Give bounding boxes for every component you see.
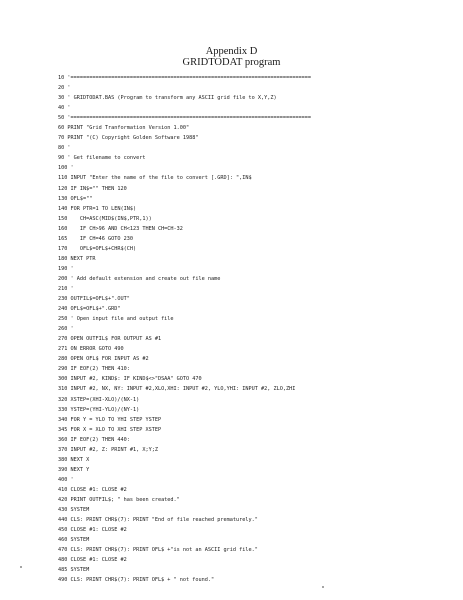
code-line: 260 ' <box>58 326 74 333</box>
code-line: 80 ' <box>58 145 71 152</box>
code-line: 470 CLS: PRINT CHR$(7): PRINT OFL$ +"is not an ASCII grid file." <box>58 547 258 554</box>
code-line: 400 ' <box>58 476 74 483</box>
code-line: 110 INPUT "Enter the name of the file to convert [.GRD]: ",IN$ <box>58 175 252 182</box>
code-listing <box>58 73 408 585</box>
code-line: 380 NEXT X <box>58 456 90 463</box>
code-line: 180 NEXT PTR <box>58 255 96 262</box>
code-line: 230 OUTFIL$=OFL$+".OUT" <box>58 296 130 303</box>
page-title: Appendix D <box>205 46 258 57</box>
code-line: 90 ' Get filename to convert <box>58 155 146 162</box>
scan-speck <box>20 566 22 568</box>
code-line: 420 PRINT OUTFIL$; " has been created." <box>58 496 180 503</box>
code-line: 160 IF CH>96 AND CH<123 THEN CH=CH-32 <box>58 225 183 232</box>
code-line: 130 OFL$="" <box>58 195 93 202</box>
code-line: 450 CLOSE #1: CLOSE #2 <box>58 527 127 534</box>
code-line: 210 ' <box>58 285 74 292</box>
code-line: 270 OPEN OUTFIL$ FOR OUTPUT AS #1 <box>58 336 162 343</box>
code-line: 240 OFL$=OFL$+".GRD" <box>58 306 121 313</box>
code-line: 485 SYSTEM <box>58 567 90 574</box>
page-subtitle: GRIDTODAT program <box>182 57 281 68</box>
code-line: 50 '============================================================================= <box>58 115 311 122</box>
code-line: 360 IF EOF(2) THEN 440: <box>58 436 130 443</box>
code-line: 100 ' <box>58 165 74 172</box>
code-line: 340 FOR Y = YLO TO YHI STEP YSTEP <box>58 416 162 423</box>
code-line: 170 OFL$=OFL$+CHR$(CH) <box>58 245 137 252</box>
code-line: 70 PRINT "(C) Copyright Golden Software 1988" <box>58 135 199 142</box>
code-line: 30 ' GRIDTODAT.BAS (Program to transform any ASCII grid file to X,Y,Z) <box>58 95 277 102</box>
code-line: 10 '============================================================================= <box>58 75 311 81</box>
code-line: 200 ' Add default extension and create out file name <box>58 275 221 282</box>
code-line: 370 INPUT #2, Z: PRINT #1, X;Y;Z <box>58 446 158 453</box>
code-line: 345 FOR X = XLO TO XHI STEP XSTEP <box>58 426 162 433</box>
code-line: 430 SYSTEM <box>58 507 90 514</box>
code-line: 390 NEXT Y <box>58 466 90 473</box>
code-line: 165 IF CH=46 GOTO 230 <box>58 235 133 242</box>
code-line: 300 INPUT #2, KIND$: IF KIND$<>"DSAA" GOTO 470 <box>58 376 202 383</box>
code-line: 480 CLOSE #1: CLOSE #2 <box>58 557 127 564</box>
code-line: 320 XSTEP=(XHI-XLO)/(NX-1) <box>58 396 140 403</box>
code-line: 460 SYSTEM <box>58 537 90 544</box>
code-line: 330 YSTEP=(YHI-YLO)/(NY-1) <box>58 406 140 413</box>
code-line: 140 FOR PTR=1 TO LEN(IN$) <box>58 205 137 212</box>
scan-speck <box>322 586 324 588</box>
code-line: 490 CLS: PRINT CHR$(7): PRINT OFL$ + " not found." <box>58 577 215 584</box>
code-line: 290 IF EOF(2) THEN 410: <box>58 366 130 373</box>
code-line: 190 ' <box>58 265 74 272</box>
code-line: 410 CLOSE #1: CLOSE #2 <box>58 486 127 493</box>
code-line: 20 ' <box>58 85 71 92</box>
code-line: 40 ' <box>58 105 71 112</box>
code-line: 280 OPEN OFL$ FOR INPUT AS #2 <box>58 356 149 363</box>
code-line: 60 PRINT "Grid Tranformation Version 1.00" <box>58 125 190 132</box>
code-line: 310 INPUT #2, NX, NY: INPUT #2,XLO,XHI: INPUT #2, YLO,YHI: INPUT #2, ZLO,ZHI <box>58 386 296 393</box>
code-line: 120 IF IN$="" THEN 120 <box>58 185 127 192</box>
code-line: 150 CH=ASC(MID$(IN$,PTR,1)) <box>58 215 152 222</box>
code-line: 271 ON ERROR GOTO 490 <box>58 346 124 353</box>
code-line: 440 CLS: PRINT CHR$(7): PRINT "End of file reached prematurely." <box>58 517 258 524</box>
code-line: 250 ' Open input file and output file <box>58 316 174 323</box>
